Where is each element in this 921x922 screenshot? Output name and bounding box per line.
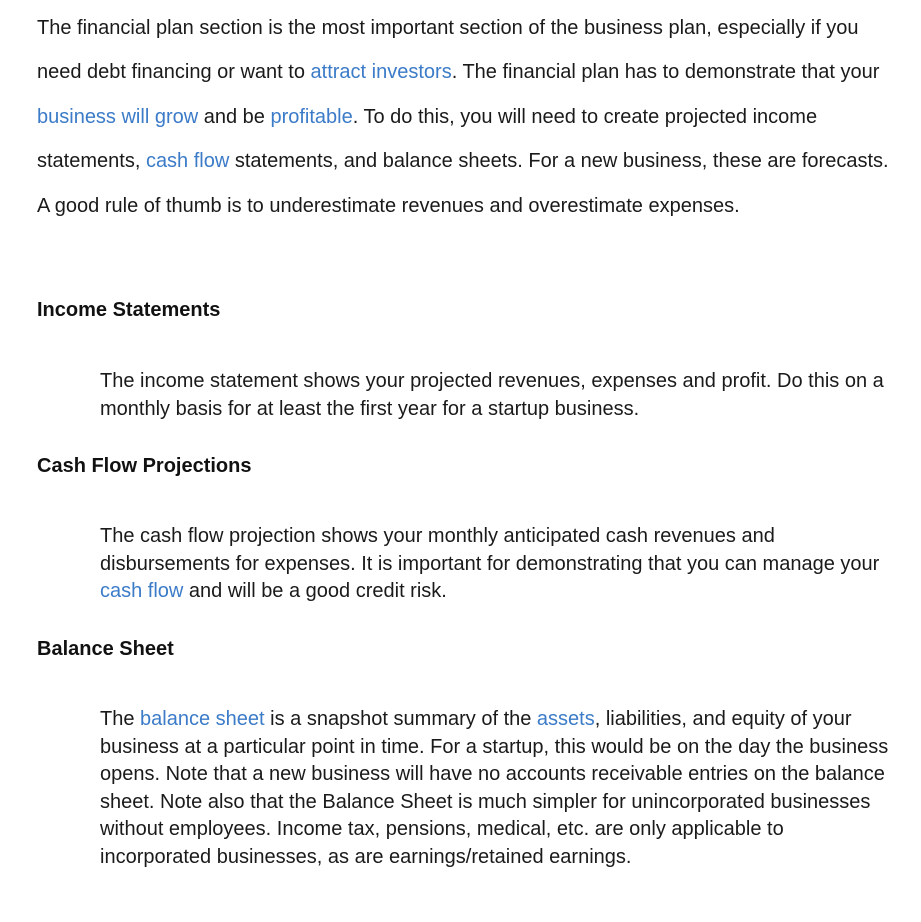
business-will-grow-link[interactable]: business will grow bbox=[37, 105, 199, 128]
cash-flow-link[interactable]: cash flow bbox=[145, 150, 230, 173]
cash-flow-projections-heading: Cash Flow Projections bbox=[37, 455, 252, 477]
balance-sheet-text: , liabilities, and equity of your business at a particular point in time. For a startup, this would be on the day the business opens. Note that a new business will have no accounts receivable entries on the balance sheet. Note also that the Balance Sheet is much simpler for unincorporated businesses without employees. Income tax, pensions, medical, etc. are only applicable to incorporated businesses, as are earnings/retained earnings. bbox=[100, 708, 889, 868]
balance-sheet-paragraph bbox=[100, 706, 890, 872]
intro-text: . The financial plan has to demonstrate that your bbox=[451, 61, 880, 84]
profitable-link[interactable]: profitable bbox=[270, 105, 353, 128]
intro-paragraph bbox=[37, 6, 897, 228]
intro-text: . To do this, you will need to create projected income statements, bbox=[37, 105, 818, 173]
intro-text: statements, and balance sheets. For a new business, these are forecasts. A good rule of thumb is to underestimate revenues and overestimate expenses. bbox=[37, 150, 889, 217]
assets-link[interactable]: assets bbox=[536, 708, 595, 730]
cash-flow-link[interactable]: cash flow bbox=[100, 580, 184, 603]
cash-flow-text: The cash flow projection shows your monthly anticipated cash revenues and disbursements for expenses. It is important for demonstrating that you can manage your bbox=[100, 525, 880, 575]
intro-text: The financial plan section is the most important section of the business plan, especially if you need debt financing or want to bbox=[37, 17, 859, 84]
intro-text: and be bbox=[198, 105, 271, 128]
balance-sheet-text: is a snapshot summary of the bbox=[264, 708, 537, 730]
balance-sheet-link[interactable]: balance sheet bbox=[140, 708, 265, 730]
attract-investors-link[interactable]: attract investors bbox=[310, 61, 452, 84]
cash-flow-text: and will be a good credit risk. bbox=[183, 580, 447, 603]
income-statements-heading: Income Statements bbox=[37, 299, 221, 321]
cash-flow-projections-paragraph bbox=[100, 523, 890, 606]
balance-sheet-heading: Balance Sheet bbox=[37, 638, 174, 660]
income-statements-paragraph: The income statement shows your projected revenues, expenses and profit. Do this on a monthly basis for at least the first year for a startup business. bbox=[100, 370, 884, 420]
balance-sheet-text: The bbox=[100, 708, 141, 730]
